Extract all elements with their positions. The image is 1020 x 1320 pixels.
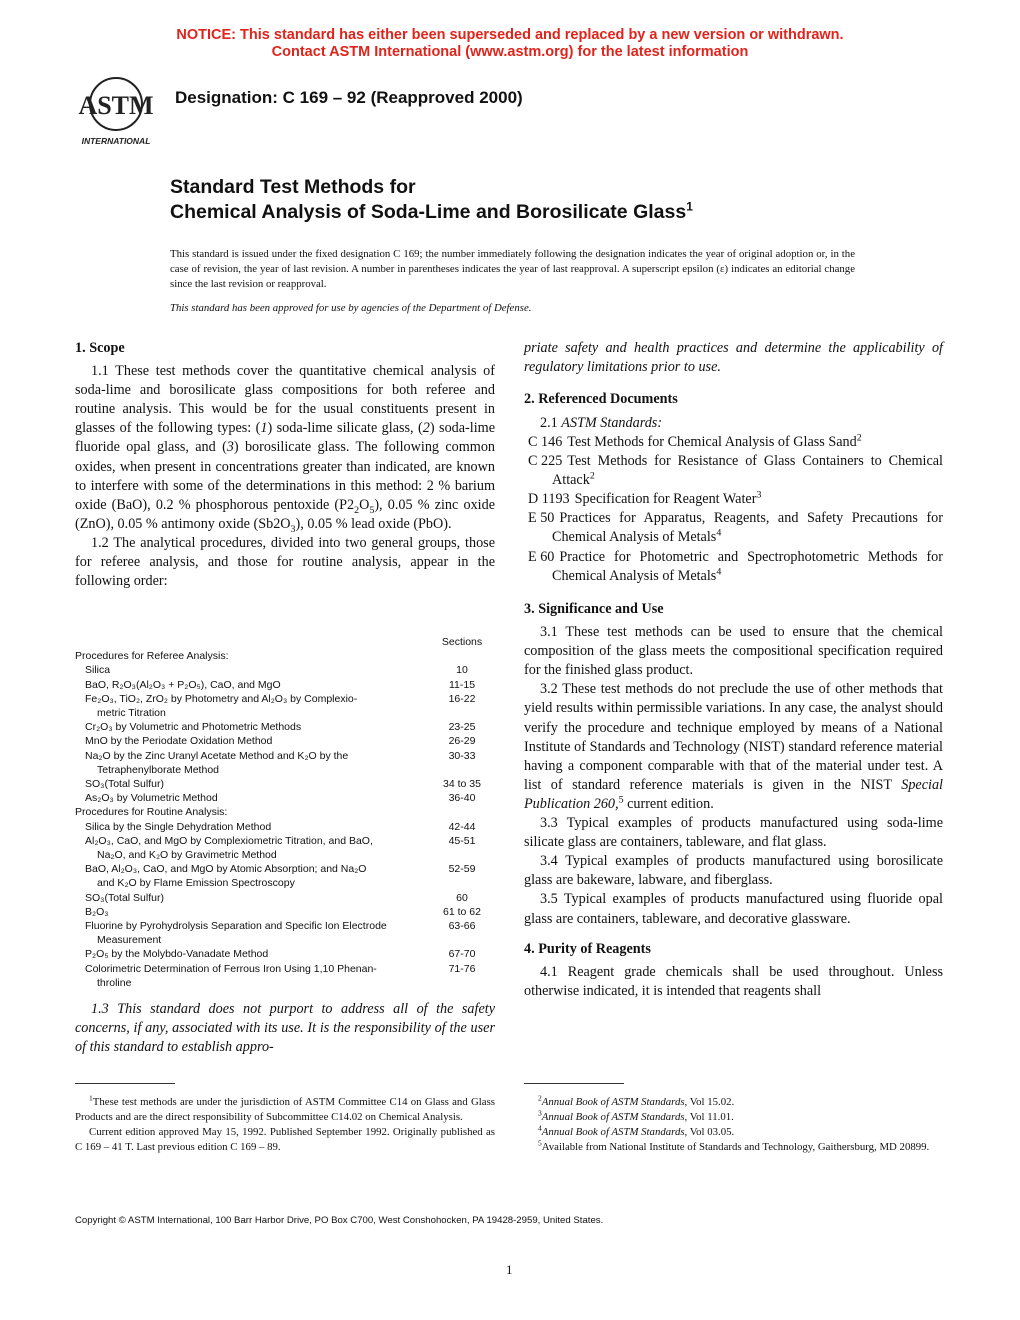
procedure-sections: 71-76 xyxy=(448,962,476,975)
procedure-sections: 63-66 xyxy=(448,920,476,933)
significance-heading: 3. Significance and Use xyxy=(524,601,664,617)
procedure-row xyxy=(75,891,495,905)
procedure-row-continued: throline xyxy=(97,976,132,989)
scope-1-3-continued: priate safety and health practices and determine the applicability of regulatory limitations prior to use. xyxy=(524,340,943,376)
procedure-row-continued: Tetraphenylborate Method xyxy=(97,763,219,776)
procedure-row-continued: and K₂O by Flame Emission Spectroscopy xyxy=(97,877,295,890)
procedures-table xyxy=(75,635,495,990)
purity-heading: 4. Purity of Reagents xyxy=(524,940,651,957)
withdrawal-notice xyxy=(0,27,1020,61)
scope-1-1: 1.1 These test methods cover the quantitative chemical analysis of soda-lime and borosilicate glass compositions for both referee and routine analysis. This would be for the usual constituents present in glasses of the following types: (1) soda-lime silicate glass, (2) soda-lime fluoride opal glass, and (3) borosilicate glass. The following common oxides, when present in concentrations greater than indicated, are known to interfere with some of the determinations in this method: 2 % barium oxide (BaO), 0.2 % phosphorous pentoxide $(P2_2O_5)$, 0.05 % zinc oxide (ZnO), 0.05 % antimony oxide $(Sb2O_3)$, 0.05 % lead oxide (PbO). xyxy=(75,363,496,535)
procedure-sections: 60 xyxy=(456,891,468,904)
referenced-documents-list xyxy=(528,432,943,586)
procedure-label: Fluorine by Pyrohydrolysis Separation and Specific Ion Electrode xyxy=(85,920,387,933)
referenced-document: E 50 Practices for Apparatus, Reagents, and Safety Precautions for Chemical Analysis of Metals$^4$ xyxy=(528,510,943,546)
procedure-sections: 23-25 xyxy=(448,721,476,734)
footnote-rule-left xyxy=(75,1083,175,1084)
procedure-label: SO₃(Total Sulfur) xyxy=(85,778,164,791)
footnote-rule-right xyxy=(524,1083,624,1084)
procedure-label: BaO, Al₂O₃, CaO, and MgO by Atomic Absorption; and Na₂O xyxy=(85,863,367,876)
footnote: $^3$Annual Book of ASTM Standards, Vol 11.01. xyxy=(538,1108,734,1123)
footnote: $^2$Annual Book of ASTM Standards, Vol 15.02. xyxy=(538,1093,735,1108)
procedure-sections: 26-29 xyxy=(448,735,476,748)
procedure-row xyxy=(75,862,495,876)
routine-header: Procedures for Routine Analysis: xyxy=(75,806,228,819)
procedure-row xyxy=(75,791,495,805)
footnotes-right xyxy=(524,1095,943,1155)
referenced-documents-heading: 2. Referenced Documents xyxy=(524,391,678,407)
procedure-sections: 67-70 xyxy=(448,948,476,961)
procedure-sections: 30-33 xyxy=(448,749,476,762)
significance-3-2: 3.2 These test methods do not preclude the use of other methods that yield results within permissible variations. In any case, the analyst should verify the procedure and technique employed by means of a National Institute of Standards and Technology (NIST) standard reference material having a component comparable with that of the material under test. A list of standard reference materials is given in the NIST Special Publication 260,$^5$ current edition. xyxy=(524,681,943,812)
procedure-label: Colorimetric Determination of Ferrous Iron Using 1,10 Phenan- xyxy=(85,962,377,975)
referenced-document: D 1193 Specification for Reagent Water$^3$ xyxy=(528,489,762,508)
procedure-row-continued: Na₂O, and K₂O by Gravimetric Method xyxy=(97,849,277,862)
procedure-row-continued: Measurement xyxy=(97,934,162,947)
designation: Designation: C 169 – 92 (Reapproved 2000) xyxy=(175,88,523,107)
significance-3-5: 3.5 Typical examples of products manufactured using fluoride opal glass are containers, tableware, and decorative glassware. xyxy=(524,891,943,927)
procedure-label: Cr₂O₃ by Volumetric and Photometric Methods xyxy=(85,721,302,734)
table-header-row xyxy=(75,635,495,649)
referenced-document: C 225 Test Methods for Resistance of Glass Containers to Chemical Attack$^2$ xyxy=(528,453,943,489)
procedure-row xyxy=(75,834,495,848)
scope-1-3: 1.3 This standard does not purport to address all of the safety concerns, if any, associated with its use. It is the responsibility of the user of this standard to establish appro- xyxy=(75,1001,495,1056)
procedure-sections: 10 xyxy=(456,664,468,677)
procedure-label: As₂O₃ by Volumetric Method xyxy=(85,792,218,805)
title-line-2: Chemical Analysis of Soda-Lime and Borosilicate Glass$^1$ xyxy=(170,199,693,223)
procedure-label: P₂O₅ by the Molybdo-Vanadate Method xyxy=(85,948,269,961)
scope-section xyxy=(75,339,495,591)
purity-4-1: 4.1 Reagent grade chemicals shall be used throughout. Unless otherwise indicated, it is intended that reagents shall xyxy=(524,963,943,999)
procedure-row xyxy=(75,919,495,933)
procedure-sections: 61 to 62 xyxy=(443,905,481,918)
notice-line-2: Contact ASTM International (www.astm.org) for the latest information xyxy=(271,44,749,60)
procedure-sections: 45-51 xyxy=(448,834,476,847)
procedure-sections: 11-15 xyxy=(448,678,476,691)
procedure-sections: 42-44 xyxy=(448,820,476,833)
logo-subtitle: INTERNATIONAL xyxy=(81,136,151,146)
significance-3-1: 3.1 These test methods can be used to ensure that the chemical composition of the glass meets the compositional specification required for the finished glass product. xyxy=(524,624,943,679)
procedure-row-continued: metric Titration xyxy=(97,707,166,720)
procedure-row xyxy=(75,678,495,692)
procedure-sections: 34 to 35 xyxy=(443,778,481,791)
scope-heading: 1. Scope xyxy=(75,340,125,356)
significance-section xyxy=(524,600,943,1001)
procedure-sections: 36-40 xyxy=(448,792,476,805)
procedure-sections: 52-59 xyxy=(448,863,476,876)
procedure-label: Na₂O by the Zinc Uranyl Acetate Method and K₂O by the xyxy=(85,749,349,762)
procedure-row xyxy=(75,663,495,677)
issuance-statement: This standard is issued under the fixed designation C 169; the number immediately following the designation indicates the year of original adoption or, in the case of revision, the year of last revision. A number in parentheses indicates the year of last reapproval. A superscript epsilon (ε) indicates an editorial change since the last revision or reapproval. xyxy=(170,248,855,290)
referenced-document: C 146 Test Methods for Chemical Analysis of Glass Sand$^2$ xyxy=(528,432,862,450)
title-line-1: Standard Test Methods for xyxy=(170,176,416,198)
footnote: $^5$Available from National Institute of Standards and Technology, Gaithersburg, MD 20899. xyxy=(538,1138,930,1153)
logo-text: ASTM xyxy=(78,91,154,120)
significance-3-3: 3.3 Typical examples of products manufactured using soda-lime silicate glass are containers, tableware, and flat glass. xyxy=(524,815,943,851)
copyright: Copyright © ASTM International, 100 Barr Harbor Drive, PO Box C700, West Conshohocken, PA 19428-2959, United States. xyxy=(75,1215,604,1226)
procedure-row xyxy=(75,734,495,748)
sections-header: Sections xyxy=(441,636,483,648)
significance-3-4: 3.4 Typical examples of products manufactured using borosilicate glass are bakeware, labware, and fiberglass. xyxy=(524,853,943,889)
title-footnote-mark: 1 xyxy=(686,199,693,214)
procedure-row xyxy=(75,777,495,791)
scope-1-2: 1.2 The analytical procedures, divided into two general groups, those for referee analysis, and those for routine analysis, appear in the following order: xyxy=(75,534,495,590)
footnote: $^4$Annual Book of ASTM Standards, Vol 03.05. xyxy=(538,1123,735,1138)
procedure-label: MnO by the Periodate Oxidation Method xyxy=(85,735,273,748)
procedure-label: Al₂O₃, CaO, and MgO by Complexiometric Titration, and BaO, xyxy=(85,834,373,847)
procedure-row xyxy=(75,947,495,961)
astm-standards-label: 2.1 ASTM Standards: xyxy=(540,415,663,431)
procedure-label: SO₃(Total Sulfur) xyxy=(85,891,164,904)
referenced-document: E 60 Practice for Photometric and Spectrophotometric Methods for Chemical Analysis of Metals$^4$ xyxy=(528,548,943,584)
procedure-row xyxy=(75,905,495,919)
procedure-sections: 16-22 xyxy=(448,692,476,705)
procedure-label: Silica xyxy=(85,664,111,677)
footnotes-left: $^1$These test methods are under the jurisdiction of ASTM Committee C14 on Glass and Glass Products and are the direct responsibility of Subcommittee C14.02 on Chemical Analysis. Current edition approved May 15, 1992. Published September 1992. Originally published as C 169 – 41 T. Last previous edition C 169 – 89. xyxy=(75,1093,495,1153)
procedure-label: Silica by the Single Dehydration Method xyxy=(85,820,272,833)
procedure-label: BaO, R₂O₃(Al₂O₃ + P₂O₅), CaO, and MgO xyxy=(85,678,281,691)
referee-header: Procedures for Referee Analysis: xyxy=(75,650,229,663)
procedure-row xyxy=(75,720,495,734)
procedure-row xyxy=(75,749,495,763)
procedure-row xyxy=(75,962,495,976)
procedure-label: Fe₂O₃, TiO₂, ZrO₂ by Photometry and Al₂O₃ by Complexio- xyxy=(85,692,358,705)
page-number: 1 xyxy=(506,1262,513,1277)
procedure-row xyxy=(75,820,495,834)
procedure-row xyxy=(75,692,495,706)
document-title xyxy=(170,175,693,225)
dod-approval: This standard has been approved for use by agencies of the Department of Defense. xyxy=(170,302,532,314)
astm-logo-icon xyxy=(70,74,162,150)
procedure-label: B₂O₃ xyxy=(85,905,109,918)
notice-line-1: NOTICE: This standard has either been superseded and replaced by a new version or withdrawn. xyxy=(176,27,844,43)
